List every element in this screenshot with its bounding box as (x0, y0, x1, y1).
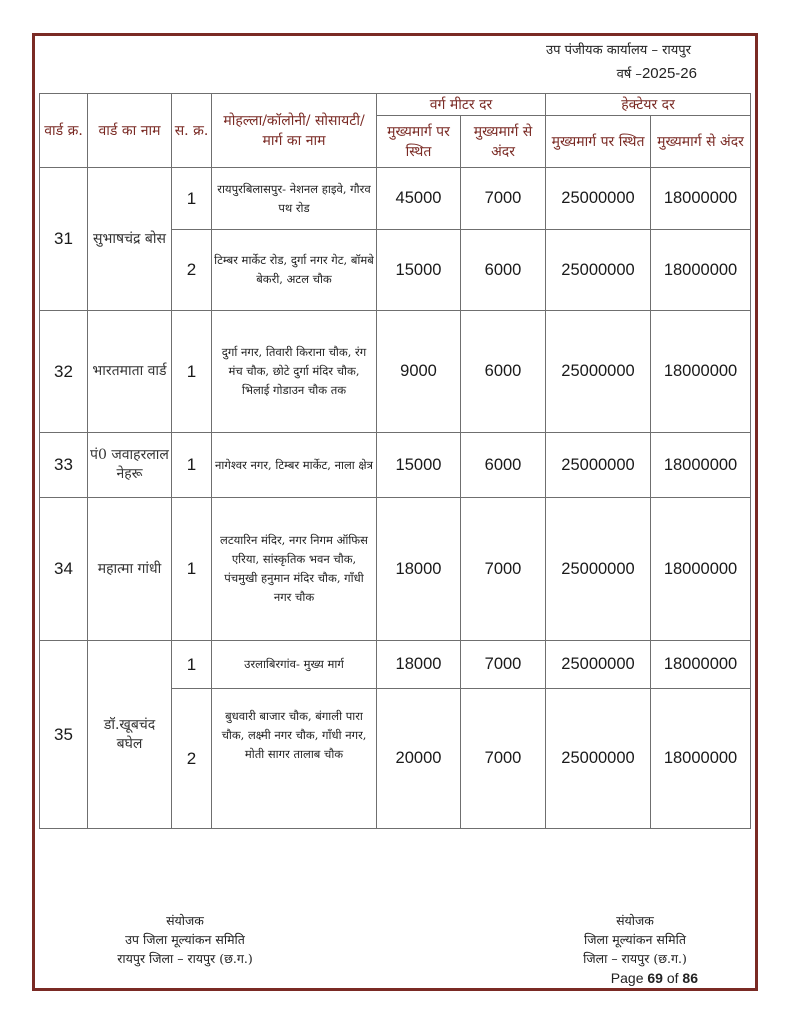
locality: टिम्बर मार्केट रोड, दुर्गा नगर गेट, बॉमबे बेकरी, अटल चौक (212, 230, 377, 311)
ha-inside: 18000000 (651, 433, 751, 498)
serial-no: 2 (172, 689, 212, 829)
header-sqm-on-main: मुख्यमार्ग पर स्थित (377, 116, 461, 168)
sqm-inside: 7000 (461, 498, 546, 641)
serial-no: 1 (172, 168, 212, 230)
table-row (40, 168, 751, 230)
header-sqm-inside: मुख्यमार्ग से अंदर (461, 116, 546, 168)
header-hectare-rate: हेक्टेयर दर (546, 94, 751, 116)
sqm-inside: 6000 (461, 311, 546, 433)
ha-on-main: 25000000 (546, 311, 651, 433)
header-locality: मोहल्ला/कॉलोनी/ सोसायटी/मार्ग का नाम (212, 94, 377, 168)
sqm-inside: 7000 (461, 641, 546, 689)
ward-no: 32 (40, 311, 88, 433)
sqm-on-main: 45000 (377, 168, 461, 230)
page-of: of (666, 970, 679, 986)
table-row (40, 311, 751, 433)
table-row (40, 498, 751, 641)
page-current: 69 (647, 970, 663, 986)
sqm-on-main: 18000 (377, 641, 461, 689)
page-prefix: Page (610, 970, 644, 986)
signature-committee: उप जिला मूल्यांकन समिति (125, 932, 245, 947)
ha-inside: 18000000 (651, 641, 751, 689)
header-ward-no: वार्ड क्र. (40, 94, 88, 168)
header-ward-name: वार्ड का नाम (88, 94, 172, 168)
year-line (0, 64, 697, 82)
locality: लटयारिन मंदिर, नगर निगम ऑफिस एरिया, सांस्कृतिक भवन चौक, पंचमुखी हनुमान मंदिर चौक, गाँधी नगर चौक (212, 498, 377, 641)
sqm-on-main: 18000 (377, 498, 461, 641)
locality: रायपुरबिलासपुर- नेशनल हाइवे, गौरव पथ रोड (212, 168, 377, 230)
signature-role: संयोजक (616, 913, 654, 928)
ha-on-main: 25000000 (546, 230, 651, 311)
table-row (40, 433, 751, 498)
sqm-inside: 6000 (461, 433, 546, 498)
signature-location: रायपुर जिला – रायपुर (छ.ग.) (117, 951, 253, 966)
signature-role: संयोजक (166, 913, 204, 928)
ha-inside: 18000000 (651, 230, 751, 311)
serial-no: 1 (172, 641, 212, 689)
page-number (560, 970, 698, 986)
table-row (40, 641, 751, 689)
serial-no: 2 (172, 230, 212, 311)
locality: उरलाबिरगांव- मुख्य मार्ग (212, 641, 377, 689)
ha-inside: 18000000 (651, 311, 751, 433)
page-total: 86 (682, 970, 698, 986)
ha-on-main: 25000000 (546, 168, 651, 230)
ha-inside: 18000000 (651, 168, 751, 230)
serial-no: 1 (172, 311, 212, 433)
ward-name: भारतमाता वार्ड (88, 311, 172, 433)
ward-no: 33 (40, 433, 88, 498)
serial-no: 1 (172, 433, 212, 498)
header-ha-on-main: मुख्यमार्ग पर स्थित (546, 116, 651, 168)
serial-no: 1 (172, 498, 212, 641)
ward-name: महात्मा गांधी (88, 498, 172, 641)
year-label: वर्ष – (616, 67, 642, 82)
header-ha-inside: मुख्यमार्ग से अंदर (651, 116, 751, 168)
ha-on-main: 25000000 (546, 641, 651, 689)
signature-location: जिला – रायपुर (छ.ग.) (583, 951, 687, 966)
locality: नागेश्वर नगर, टिम्बर मार्केट, नाला क्षेत्र (212, 433, 377, 498)
office-title: उप पंजीयक कार्यालय – रायपुर (546, 43, 691, 58)
sqm-on-main: 15000 (377, 433, 461, 498)
ha-on-main: 25000000 (546, 689, 651, 829)
signature-block-sub-district (70, 911, 300, 968)
locality: बुधवारी बाजार चौक, बंगाली पारा चौक, लक्ष्मी नगर चौक, गाँधी नगर, मोती सागर तालाब चौक (212, 689, 377, 829)
ha-inside: 18000000 (651, 689, 751, 829)
sqm-inside: 6000 (461, 230, 546, 311)
sqm-on-main: 20000 (377, 689, 461, 829)
sqm-on-main: 9000 (377, 311, 461, 433)
ward-name: डॉ.खूबचंद बघेल (88, 641, 172, 829)
header-serial: स. क्र. (172, 94, 212, 168)
ward-no: 31 (40, 168, 88, 311)
ha-inside: 18000000 (651, 498, 751, 641)
ward-name: सुभाषचंद्र बोस (88, 168, 172, 311)
ward-no: 34 (40, 498, 88, 641)
ha-on-main: 25000000 (546, 433, 651, 498)
ha-on-main: 25000000 (546, 498, 651, 641)
locality: दुर्गा नगर, तिवारी किराना चौक, रंग मंच चौक, छोटे दुर्गा मंदिर चौक, भिलाई गोडाउन चौक तक (212, 311, 377, 433)
signature-block-district (540, 911, 730, 968)
sqm-inside: 7000 (461, 689, 546, 829)
ward-no: 35 (40, 641, 88, 829)
year-value: 2025-26 (641, 65, 697, 82)
signature-committee: जिला मूल्यांकन समिति (584, 932, 686, 947)
sqm-inside: 7000 (461, 168, 546, 230)
header-sqm-rate: वर्ग मीटर दर (377, 94, 546, 116)
rate-table (39, 93, 751, 829)
sqm-on-main: 15000 (377, 230, 461, 311)
ward-name: पं0 जवाहरलाल नेहरू (88, 433, 172, 498)
